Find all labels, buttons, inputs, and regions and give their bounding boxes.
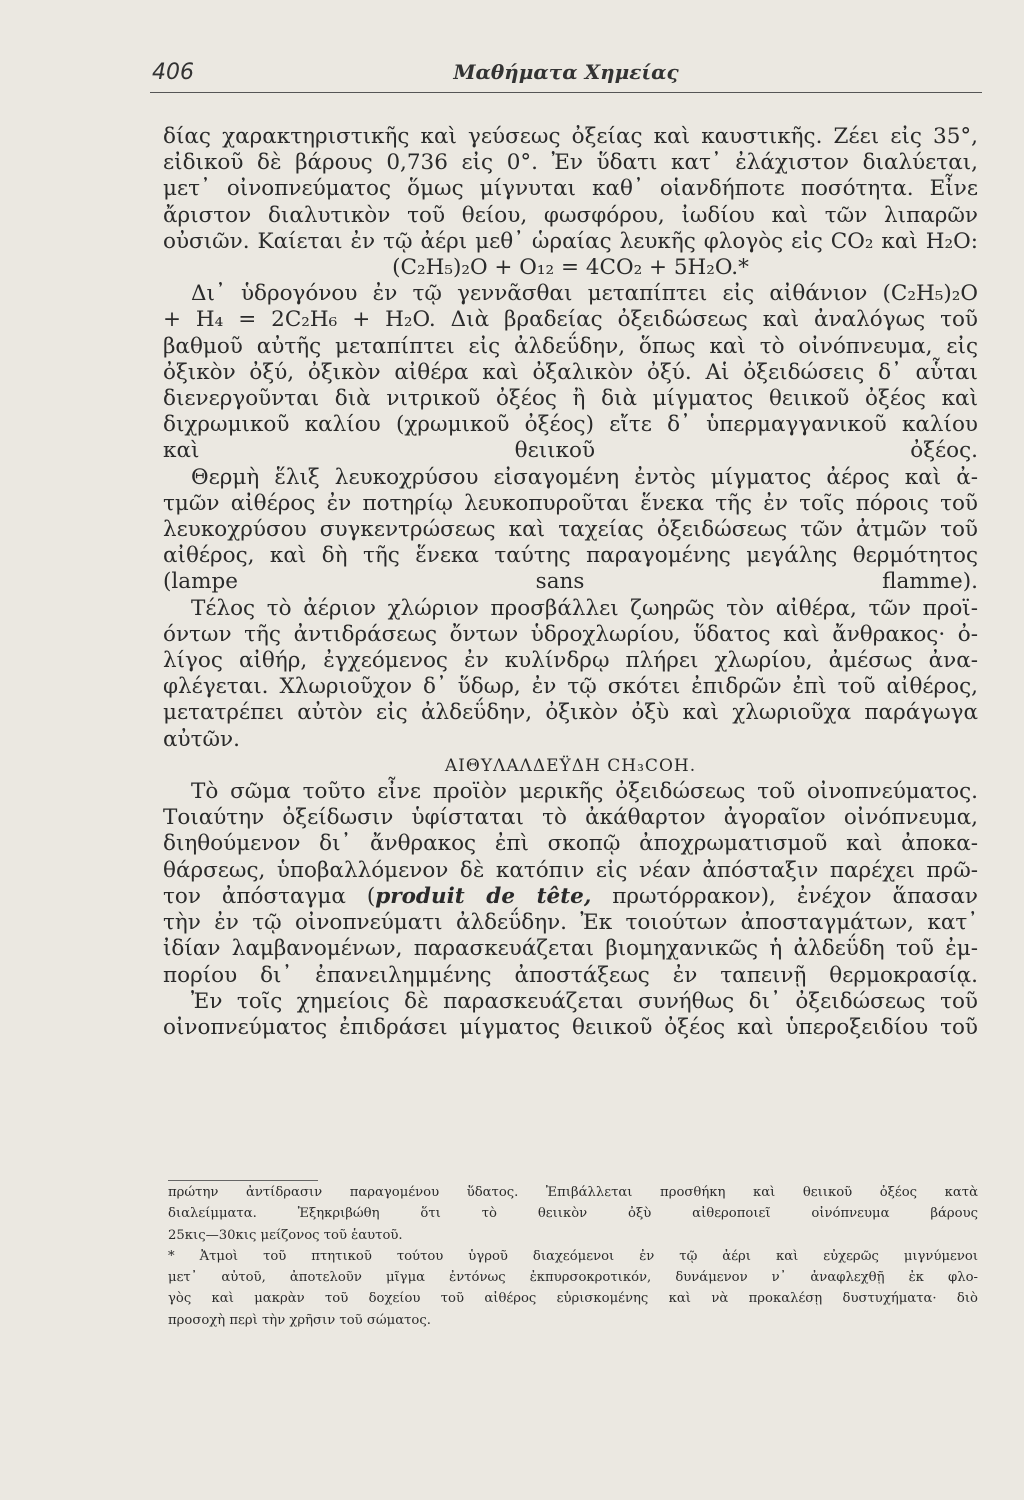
text-line: βαθμοῦ αὐτῆς μεταπίπτει εἰς ἀλδεΰδην, ὅπως καὶ τὸ οἰνόπνευμα, εἰς (163, 333, 978, 359)
text-line: θάρσεως, ὑποβαλλόμενον δὲ κατόπιν εἰς νέαν ἀπόσταξιν παρέχει πρῶ- (163, 857, 978, 883)
text-line: τὴν ἐν τῷ οἰνοπνεύματι ἀλδεΰδην. Ἐκ τοιούτων ἀποσταγμάτων, κατ᾽ (163, 910, 978, 936)
text-line: τμῶν αἰθέρος ἐν ποτηρίῳ λευκοπυροῦται ἕνεκα τῆς ἐν τοῖς πόροις τοῦ (163, 490, 978, 516)
text-line: οἰνοπνεύματος ἐπιδράσει μίγματος θειικοῦ ὀξέος καὶ ὑπεροξειδίου τοῦ (163, 1014, 978, 1040)
text-line: Τὸ σῶμα τοῦτο εἶνε προϊὸν μερικῆς ὀξειδώσεως τοῦ οἰνοπνεύματος. (191, 779, 978, 805)
text-line: Δι᾽ ὑδρογόνου ἐν τῷ γεννᾶσθαι μεταπίπτει εἰς αἰθάνιον (C₂H₅)₂O (191, 281, 978, 307)
page-header (150, 52, 982, 93)
text-line: λίγος αἰθήρ, ἐγχεόμενος ἐν κυλίνδρῳ πλήρει χλωρίου, ἀμέσως ἀνα- (163, 648, 978, 674)
paragraph (163, 281, 978, 464)
running-title: Μαθήματα Χημείας (453, 60, 679, 84)
text-line: διενεργοῦνται διὰ νιτρικοῦ ὀξέος ἢ διὰ μίγματος θειικοῦ ὀξέος καὶ (163, 386, 978, 412)
footnote-continued (168, 1182, 978, 1225)
footnote (168, 1246, 978, 1310)
text-line: ἄριστον διαλυτικὸν τοῦ θείου, φωσφόρου, ἰωδίου καὶ τῶν λιπαρῶν (163, 202, 978, 228)
text-fragment: τον ἀπόσταγμα ( (163, 883, 376, 909)
text-line: εἰδικοῦ δὲ βάρους 0,736 εἰς 0°. Ἐν ὕδατι κατ᾽ ἐλάχιστον διαλύεται, (163, 150, 978, 176)
paragraph-continued (163, 124, 978, 255)
footnote-line: μετ᾽ αὐτοῦ, ἀποτελοῦν μῖγμα ἐντόνως ἐκπυρσοκροτικόν, δυνάμενον ν᾽ ἀναφλεχθῇ ἐκ φλο- (168, 1270, 978, 1286)
text-line: διηθούμενον δι᾽ ἄνθρακος ἐπὶ σκοπῷ ἀποχρωματισμοῦ καὶ ἀποκα- (163, 831, 978, 857)
paragraph (163, 465, 978, 596)
chemical-formula: (C₂H₅)₂O + O₁₂ = 4CO₂ + 5H₂O.* (392, 255, 749, 281)
text-line: Τοιαύτην ὀξείδωσιν ὑφίσταται τὸ ἀκάθαρτον ἀγοραῖον οἰνόπνευμα, (163, 805, 978, 831)
paragraph (163, 989, 978, 1041)
footnotes (168, 1182, 978, 1331)
paragraph (163, 779, 978, 989)
text-line: ὀξικὸν ὀξύ, ὀξικὸν αἰθέρα καὶ ὀξαλικὸν ὀξύ. Αἱ ὀξειδώσεις δ᾽ αὗται (163, 359, 978, 385)
footnote-line: * Ἀτμοὶ τοῦ πτητικοῦ τούτου ὑγροῦ διαχεόμενοι ἐν τῷ ἀέρι καὶ εὐχερῶς μιγνύμενοι (168, 1248, 978, 1264)
body-text (163, 124, 978, 1041)
text-line: μετ᾽ οἰνοπνεύματος ὅμως μίγνυται καθ᾽ οἱανδήποτε ποσότητα. Εἶνε (163, 176, 978, 202)
paragraph (163, 596, 978, 753)
footnote-line-last: προσοχὴ περὶ τὴν χρῆσιν τοῦ σώματος. (168, 1312, 431, 1328)
text-line (163, 884, 978, 909)
text-fragment: πρωτόρρακον), ἐνέχον ἅπασαν (591, 883, 978, 909)
text-line: μετατρέπει αὐτὸν εἰς ἀλδεΰδην, ὀξικὸν ὀξὺ καὶ χλωριοῦχα παράγωγα (163, 700, 978, 726)
text-line: πορίου δι᾽ ἐπανειλημμένης ἀποστάξεως ἐν ταπεινῇ θερμοκρασίᾳ. (163, 962, 978, 988)
text-line: αἰθέρος, καὶ δὴ τῆς ἕνεκα ταύτης παραγομένης μεγάλης θερμότητος (163, 543, 978, 569)
text-line: ἰδίαν λαμβανομένων, παρασκευάζεται βιομηχανικῶς ἡ ἀλδεΰδη τοῦ ἐμ- (163, 936, 978, 962)
footnote-line-last: 25κις—30κις μείζονος τοῦ ἑαυτοῦ. (168, 1227, 403, 1243)
text-line: όντων τῆς ἀντιδράσεως ὄντων ὑδροχλωρίου, ὕδατος καὶ ἄνθρακος· ὀ- (163, 621, 978, 647)
french-term: produit de tête, (375, 883, 592, 909)
text-line: Τέλος τὸ ἀέριον χλώριον προσβάλλει ζωηρῶς τὸν αἰθέρα, τῶν προϊ- (191, 595, 978, 621)
text-line: καὶ θειικοῦ ὀξέος. (163, 438, 978, 464)
text-line: Θερμὴ ἕλιξ λευκοχρύσου εἰσαγομένη ἐντὸς μίγματος ἀέρος καὶ ἀ- (191, 464, 978, 490)
text-line: αὐτῶν. (163, 726, 240, 752)
footnote-divider (168, 1180, 318, 1181)
text-line: λευκοχρύσου συγκεντρώσεως καὶ ταχείας ὀξειδώσεως τῶν ἀτμῶν τοῦ (163, 517, 978, 543)
page-number: 406 (152, 60, 194, 85)
text-line: + H₄ = 2C₂H₆ + H₂O. Διὰ βραδείας ὀξειδώσεως καὶ ἀναλόγως τοῦ (163, 307, 978, 333)
footnote-line: διαλείμματα. Ἐξηκριβώθη ὅτι τὸ θειικὸν ὀξὺ αἰθεροποιεῖ οἰνόπνευμα βάρους (168, 1206, 978, 1222)
text-line: Ἐν τοῖς χημείοις δὲ παρασκευάζεται συνήθως δι᾽ ὀξειδώσεως τοῦ (191, 988, 978, 1014)
text-line: (lampe sans flamme). (163, 569, 978, 595)
section-heading: ΑΙΘΥΛΑΛΔΕΫΔΗ CH₃COH. (444, 755, 697, 776)
text-line: φλέγεται. Χλωριοῦχον δ᾽ ὕδωρ, ἐν τῷ σκότει ἐπιδρῶν ἐπὶ τοῦ αἰθέρος, (163, 674, 978, 700)
text-line: οὐσιῶν. Καίεται ἐν τῷ ἀέρι μεθ᾽ ὡραίας λευκῆς φλογὸς εἰς CO₂ καὶ H₂O: (163, 228, 978, 254)
footnote-line: γὸς καὶ μακρὰν τοῦ δοχείου τοῦ αἰθέρος εὑρισκομένης καὶ νὰ προκαλέσῃ δυστυχήματα· διὸ (168, 1291, 978, 1307)
footnote-line: πρώτην ἀντίδρασιν παραγομένου ὕδατος. Ἐπιβάλλεται προσθήκη καὶ θειικοῦ ὀξέος κατὰ (168, 1185, 978, 1200)
text-line: διχρωμικοῦ καλίου (χρωμικοῦ ὀξέος) εἴτε δ᾽ ὑπερμαγγανικοῦ καλίου (163, 412, 978, 438)
text-line: δίας χαρακτηριστικῆς καὶ γεύσεως ὀξείας καὶ καυστικῆς. Ζέει εἰς 35°, (163, 124, 978, 149)
